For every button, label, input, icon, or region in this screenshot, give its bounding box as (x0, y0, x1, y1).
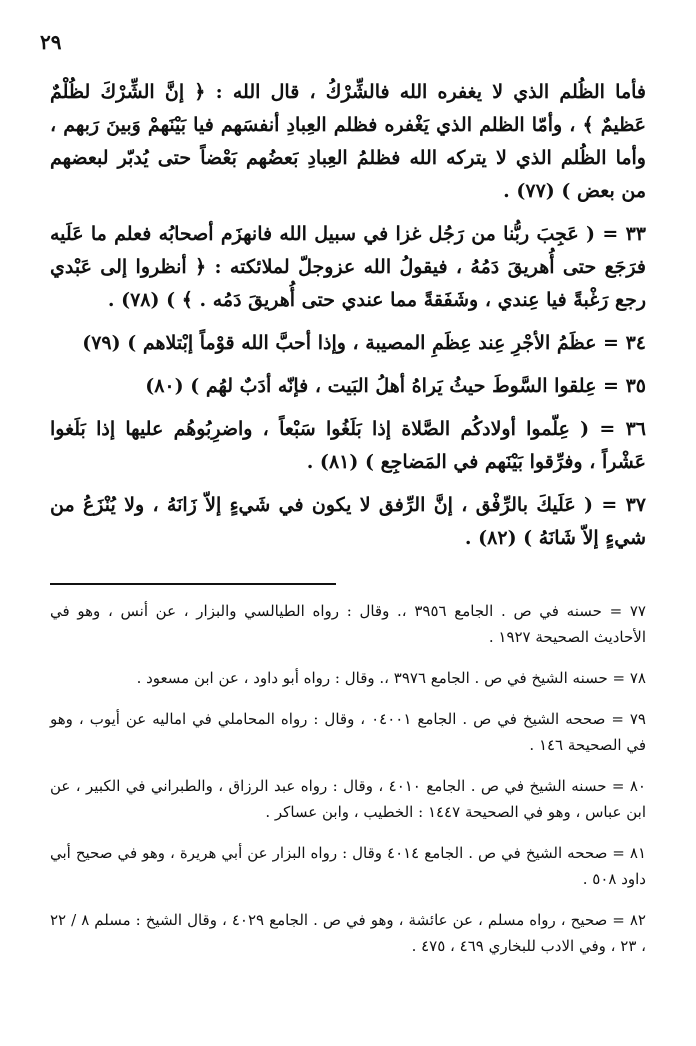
footnote-divider (50, 583, 336, 585)
hadith-33: ٣٣ = ( عَجِبَ ربُّنا من رَجُل غزا في سبيل الله فانهزَم أصحابُه فعلم ما عَلَيه فرَجَع حتى أُهريقَ دَمُهُ ، فيقولُ الله عزوجلّ لملائكته : ﴿ أنظروا إلى عَبْدي رجع رَغْبةً فيا عِندي ، وشَفَقةً مما عندي حتى أُهريقَ دَمُه . ﴾ ) (٧٨) . (50, 223, 646, 311)
hadith-36: ٣٦ = ( عِلّموا أولادكُم الصَّلاة إذا بَلَغُوا سَبْعاً ، واضرِبُوهُم عليها إذا بَلَغوا عَشْراً ، وفرِّقوا بَيْنَهم في المَضاجِع ) (٨١) . (50, 418, 646, 473)
main-text (50, 76, 646, 565)
footnote-82: ٨٢ = صحيح ، رواه مسلم ، عن عائشة ، وهو في ص . الجامع ٤٠٢٩ ، وقال الشيخ : مسلم ٨ / ٢٢ ، ٢٣ ، وفي الادب للبخاري ٤٦٩ ، ٤٧٥ . (50, 911, 646, 955)
hadith-35: ٣٥ = عِلقوا السَّوطَ حيثُ يَراهُ أهلُ البَيت ، فإنّه أدَبٌ لهُم ) (٨٠) (145, 375, 646, 397)
hadith-34: ٣٤ = عظَمُ الأجْرِ عِند عِظَمِ المصيبة ، وإذا أحبَّ الله قوْماً إبْتلاهم ) (٧٩) (82, 332, 646, 354)
page-number: ٢٩ (40, 30, 62, 54)
footnote-79: ٧٩ = صححه الشيخ في ص . الجامع ٠٤٠٠١ ، وقال : رواه المحاملي في اماليه عن أيوب ، وهو في الصحيحة ١٤٦ . (50, 710, 646, 754)
footnote-78: ٧٨ = حسنه الشيخ في ص . الجامع ٣٩٧٦ ،. وقال : رواه أبو داود ، عن ابن مسعود . (136, 669, 646, 687)
footnotes (50, 598, 646, 974)
footnote-80: ٨٠ = حسنه الشيخ في ص . الجامع ٤٠١٠ ، وقال : رواه عبد الرزاق ، والطبراني في الكبير ، عن ابن عباس ، وهو في الصحيحة ١٤٤٧ : الخطيب ، وابن عساكر . (50, 777, 646, 821)
footnote-81: ٨١ = صححه الشيخ في ص . الجامع ٤٠١٤ وقال : رواه البزار عن أبي هريرة ، وهو في صحيح أبي داود ٥٠٨ . (50, 844, 647, 888)
hadith-37: ٣٧ = ( عَلَيكَ بالرِّفْق ، إنَّ الرِّفق لا يكون في شَيءٍ إلاّ زَانَهُ ، ولا يُنْزَعُ من شيءٍ إلاّ شَانَهُ ) (٨٢) . (50, 494, 646, 549)
footnote-77: ٧٧ = حسنه في ص . الجامع ٣٩٥٦ ،. وقال : رواه الطيالسي والبزار ، عن أنس ، وهو في الأحاديث الصحيحة ١٩٢٧ . (50, 602, 646, 646)
paragraph-intro-continuation: فأما الظُلم الذي لا يغفره الله فالشِّرْكُ ، قال الله : ﴿ إنَّ الشِّرْكَ لظُلْمٌ عَظيمٌ ﴾ ، وأمّا الظلم الذي يَغْفره فظلم العِبادِ أنفسَهم فيا بَيْنَهمْ وَبينَ رَبهم ، وأما الظُلم الذي لا يتركه الله فظلمُ العِبادِ بَعضُهم بَعْضاً حتى يُدبّر لبعضهم من بعض ) (٧٧) . (50, 81, 646, 202)
